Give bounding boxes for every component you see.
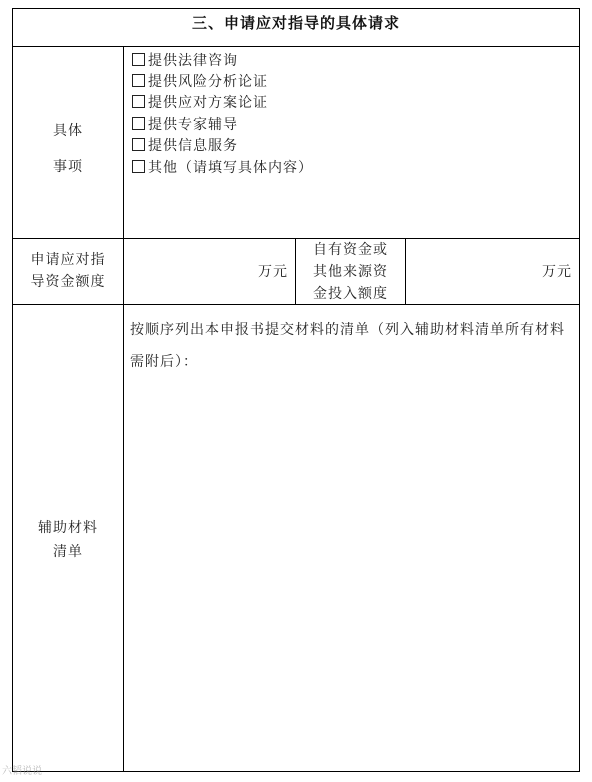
specific-items-label-line1: 具体: [53, 123, 83, 139]
self-funding-field[interactable]: [406, 261, 572, 281]
requested-funding-field[interactable]: [124, 261, 288, 281]
watermark-text: 六韬说说: [2, 766, 42, 777]
option-label: 提供风险分析论证: [148, 74, 268, 90]
materials-label-line2: 清单: [53, 544, 83, 560]
option-label: 其他（请填写具体内容）: [148, 160, 313, 176]
option-legal-consulting[interactable]: [132, 50, 238, 70]
table-bottom-border: [12, 771, 580, 772]
option-label: 提供法律咨询: [148, 53, 238, 69]
table-top-border: [12, 8, 580, 9]
self-funding-label: [296, 239, 405, 305]
checkbox-icon[interactable]: [132, 95, 145, 108]
option-label: 提供信息服务: [148, 138, 238, 154]
materials-label: [13, 516, 123, 564]
checkbox-icon[interactable]: [132, 138, 145, 151]
option-other[interactable]: [132, 157, 313, 177]
checkbox-icon[interactable]: [132, 74, 145, 87]
row-divider-title: [12, 46, 580, 47]
option-label: 提供应对方案论证: [148, 95, 268, 111]
watermark-logo: [2, 762, 42, 777]
section-title: 三、申请应对指导的具体请求: [191, 14, 400, 32]
requested-funding-label-line1: 申请应对指: [30, 252, 106, 268]
materials-label-line1: 辅助材料: [38, 520, 98, 536]
self-funding-label-line2: 其他来源资: [313, 264, 388, 280]
label-column-divider: [123, 46, 124, 772]
requested-funding-label: [13, 249, 123, 293]
requested-funding-label-line2: 导资金额度: [30, 274, 106, 290]
specific-items-label-line2: 事项: [53, 159, 83, 175]
option-expert-guidance[interactable]: [132, 114, 238, 134]
self-funding-label-line1: 自有资金或: [313, 242, 388, 258]
table-right-border: [579, 8, 580, 772]
self-funding-unit: 万元: [542, 264, 572, 280]
option-label: 提供专家辅导: [148, 117, 238, 133]
specific-items-label: [13, 113, 123, 185]
option-response-plan[interactable]: [132, 92, 268, 112]
checkbox-icon[interactable]: [132, 160, 145, 173]
option-information-service[interactable]: [132, 135, 238, 155]
materials-instruction: 按顺序列出本申报书提交材料的清单（列入辅助材料清单所有材料需附后）：: [130, 322, 565, 370]
checkbox-icon[interactable]: [132, 53, 145, 66]
requested-funding-unit: 万元: [258, 264, 288, 280]
materials-list-area[interactable]: [128, 380, 576, 768]
self-funding-label-line3: 金投入额度: [313, 286, 388, 302]
option-risk-analysis[interactable]: [132, 71, 268, 91]
checkbox-icon[interactable]: [132, 117, 145, 130]
